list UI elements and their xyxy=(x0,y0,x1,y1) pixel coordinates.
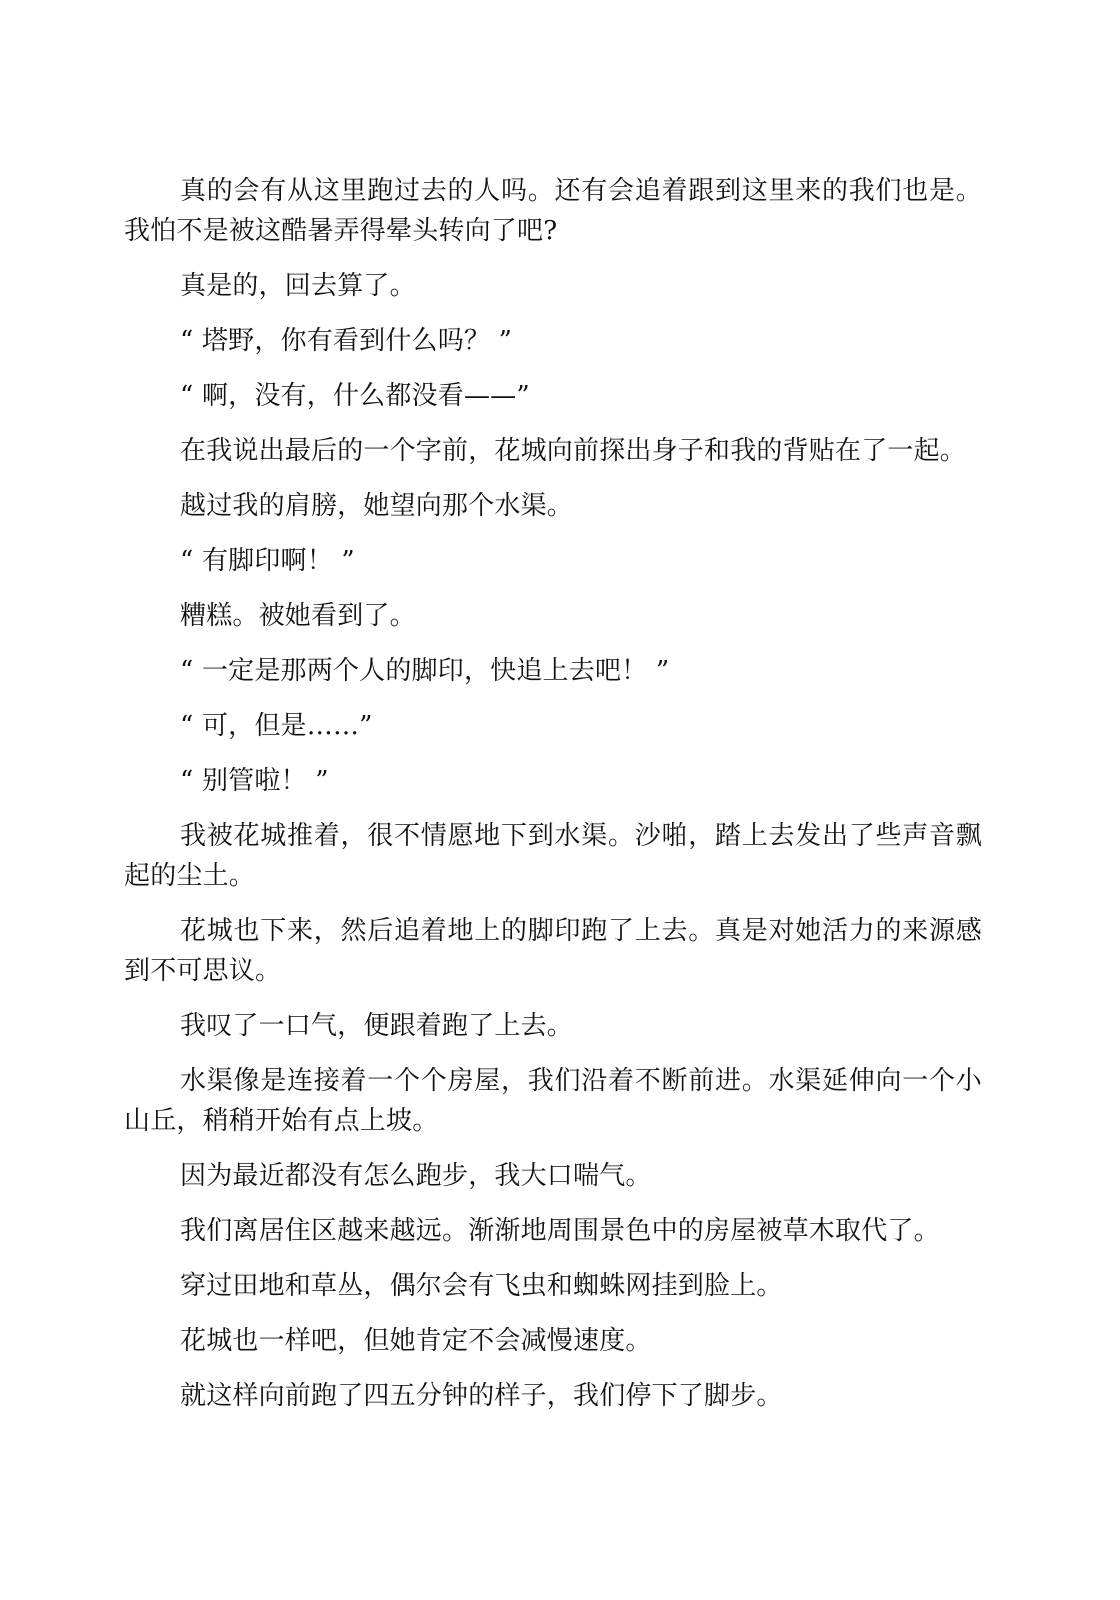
paragraph: “ 有脚印啊！ ” xyxy=(180,546,355,576)
paragraph: 在我说出最后的一个字前，花城向前探出身子和我的背贴在了一起。 xyxy=(180,436,967,466)
paragraph: “ 可，但是……” xyxy=(180,711,373,741)
paragraph: 花城也下来，然后追着地上的脚印跑了上去。真是对她活力的来源感到不可思议。 xyxy=(124,916,982,986)
paragraph: 就这样向前跑了四五分钟的样子，我们停下了脚步。 xyxy=(180,1381,783,1411)
body-text xyxy=(124,171,982,1431)
paragraph: 真是的，回去算了。 xyxy=(180,271,416,301)
paragraph: 因为最近都没有怎么跑步，我大口喘气。 xyxy=(180,1161,652,1191)
paragraph: 我被花城推着，很不情愿地下到水渠。沙啪，踏上去发出了些声音飘起的尘土。 xyxy=(124,821,982,891)
paragraph: 我叹了一口气，便跟着跑了上去。 xyxy=(180,1011,574,1041)
paragraph: “ 别管啦！ ” xyxy=(180,766,329,796)
paragraph: 我们离居住区越来越远。渐渐地周围景色中的房屋被草木取代了。 xyxy=(180,1216,940,1246)
paragraph: “ 塔野，你有看到什么吗？ ” xyxy=(180,326,513,356)
paragraph: 糟糕。被她看到了。 xyxy=(180,601,416,631)
paragraph: “ 一定是那两个人的脚印，快追上去吧！ ” xyxy=(180,656,670,686)
paragraph: 越过我的肩膀，她望向那个水渠。 xyxy=(180,491,574,521)
paragraph: 水渠像是连接着一个个房屋，我们沿着不断前进。水渠延伸向一个小山丘，稍稍开始有点上坡。 xyxy=(124,1066,982,1136)
paragraph: “ 啊，没有，什么都没看——” xyxy=(180,381,530,411)
paragraph: 花城也一样吧，但她肯定不会减慢速度。 xyxy=(180,1326,652,1356)
paragraph: 穿过田地和草丛，偶尔会有飞虫和蜘蛛网挂到脸上。 xyxy=(180,1271,783,1301)
paragraph: 真的会有从这里跑过去的人吗。还有会追着跟到这里来的我们也是。我怕不是被这酷暑弄得晕头转向了吧? xyxy=(124,176,982,246)
